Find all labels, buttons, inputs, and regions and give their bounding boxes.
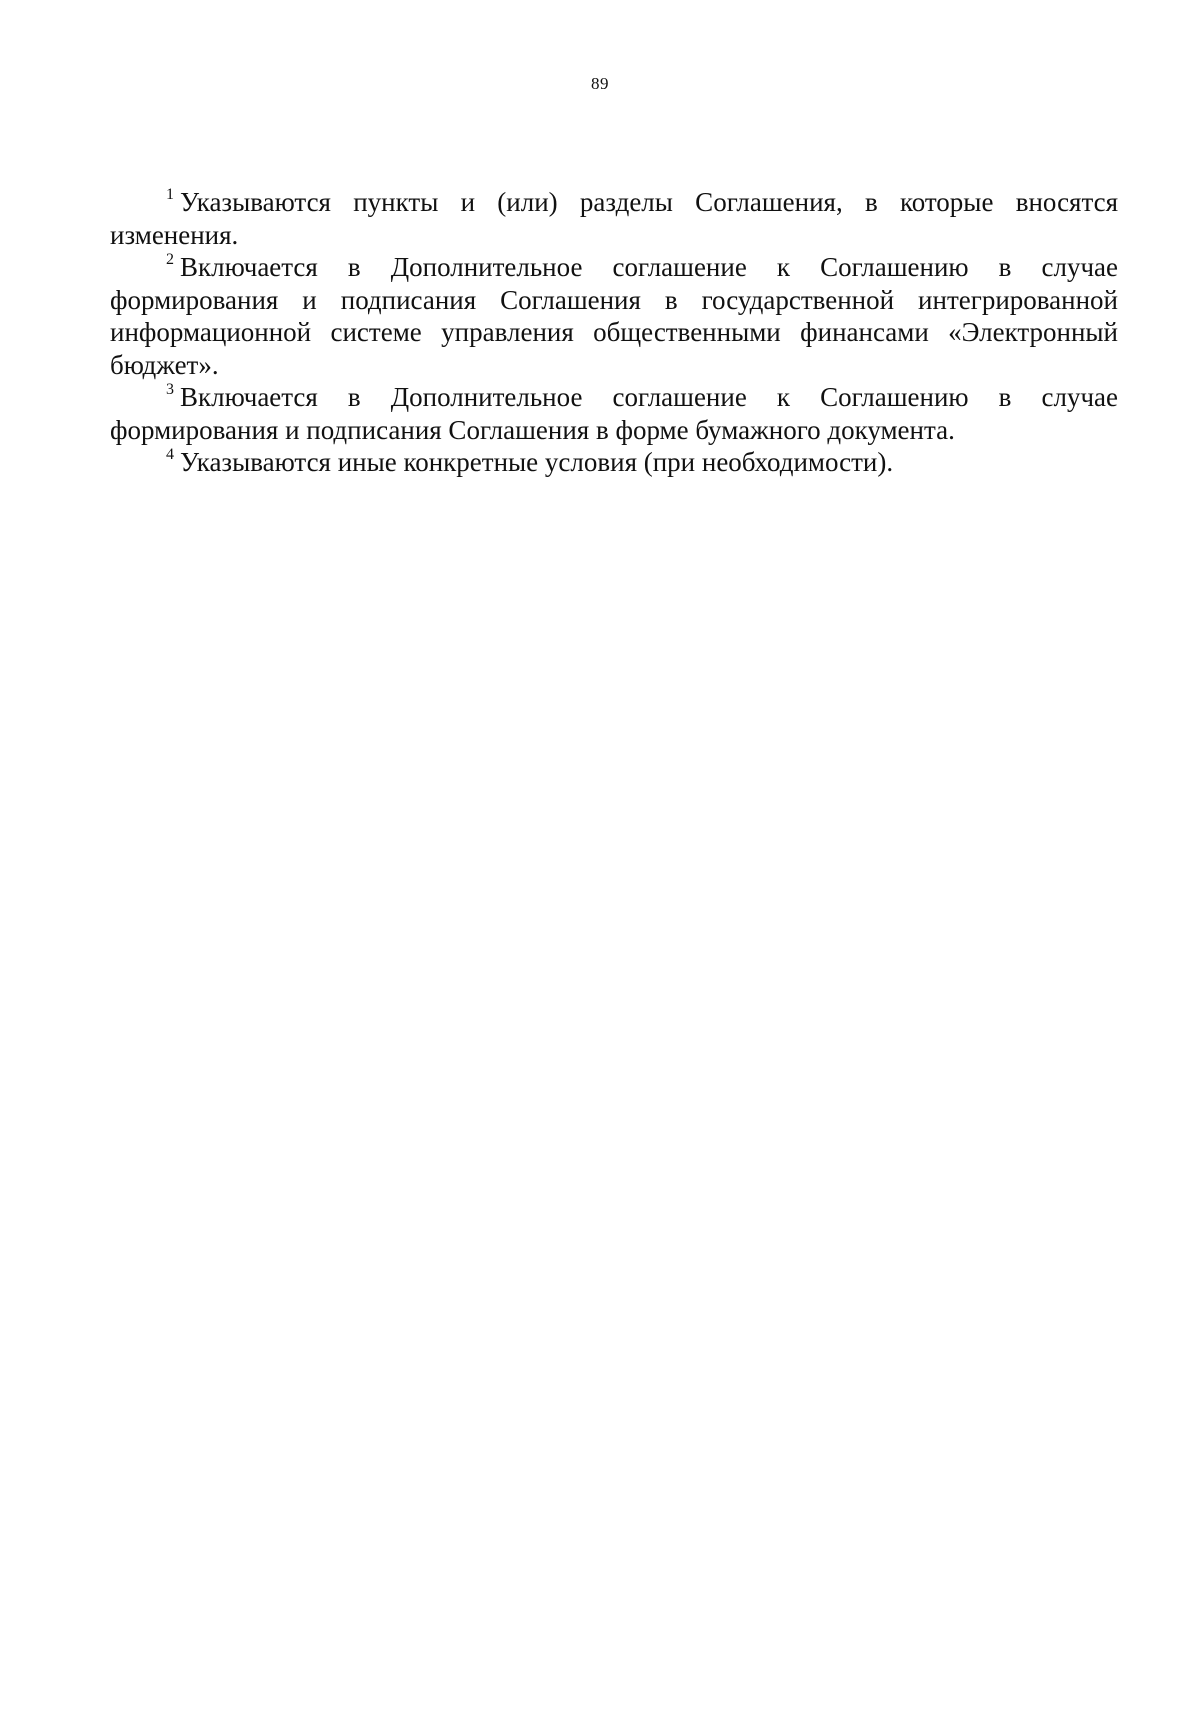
footnote-text: Указываются пункты и (или) разделы Соглашения, в которые вносятся изменения.	[110, 187, 1118, 250]
page-number: 89	[591, 74, 609, 93]
footnote-marker: 2	[166, 251, 174, 268]
footnote-marker: 3	[166, 381, 174, 398]
footnote-marker: 4	[166, 446, 174, 463]
footnote-text: Включается в Дополнительное соглашение к Соглашению в случае формирования и подписания Соглашения в государственной интегрированной информационной системе управления общественными финансами «Электронный бюджет».	[110, 252, 1118, 380]
footnote-text: Включается в Дополнительное соглашение к Соглашению в случае формирования и подписания Соглашения в форме бумажного документа.	[110, 382, 1118, 445]
footnote-3	[110, 381, 1118, 446]
footnote-marker: 1	[166, 186, 174, 203]
footnote-2	[110, 251, 1118, 381]
footnote-1	[110, 186, 1118, 251]
footnote-4	[110, 446, 1118, 479]
footnote-text: Указываются иные конкретные условия (при необходимости).	[180, 447, 894, 477]
footnotes-section	[110, 186, 1118, 479]
